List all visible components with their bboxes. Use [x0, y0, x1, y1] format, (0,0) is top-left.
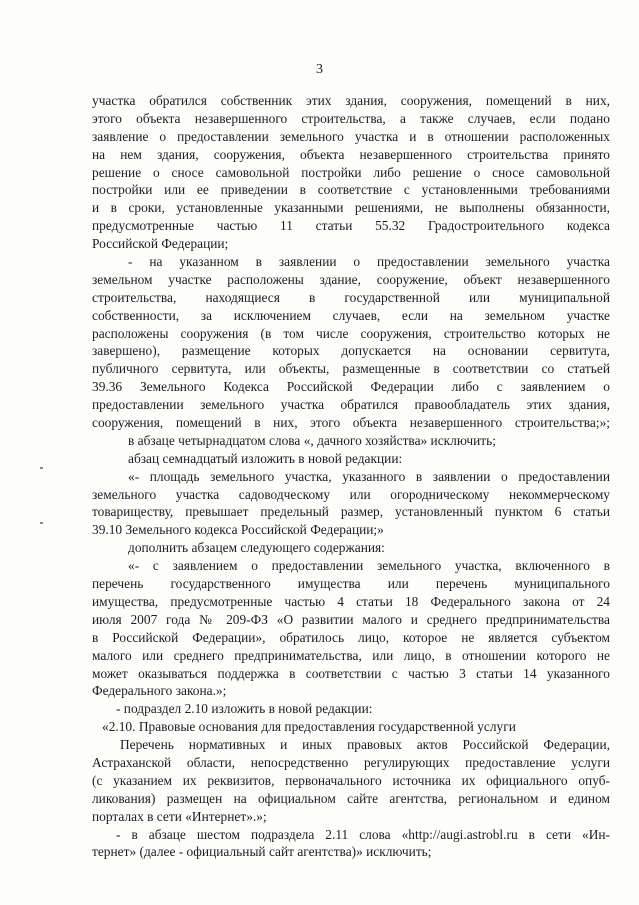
- scan-mark: [40, 467, 43, 469]
- text-line: - на указанном в заявлении о предоставлении земельного участка: [128, 254, 610, 270]
- text-line: 39.36 Земельного Кодекса Российской Федерации либо с заявлением о: [92, 379, 610, 395]
- text-line: собственности, за исключением случаев, если на земельном участке: [92, 307, 610, 323]
- text-line: предоставлении земельного участка обратился правообладатель этих здания,: [92, 397, 610, 413]
- text-line: малого или среднего предпринимательства, или лицо, в отношении которого не: [92, 647, 610, 663]
- text-line: этого объекта незавершенного строительства, а также случаев, если подано: [92, 110, 610, 126]
- text-line: порталах в сети «Интернет».»;: [92, 808, 267, 824]
- text-line: решение о сносе самовольной постройки либо решение о сносе самовольной: [92, 164, 610, 180]
- text-line: 39.10 Земельного кодекса Российской Федерации;»: [92, 522, 384, 538]
- text-line: на нем здания, сооружения, объекта незавершенного строительства принято: [92, 146, 610, 162]
- text-line: и в сроки, установленные указанными решениями, не выполнены обязанности,: [92, 200, 610, 216]
- text-line: «2.10. Правовые основания для предоставления государственной услуги: [102, 719, 516, 735]
- page-number: 3: [316, 62, 323, 77]
- text-line: может оказываться поддержка в соответствии с частью 3 статьи 14 указанного: [92, 665, 610, 681]
- text-line: имущества, предусмотренные частью 4 статьи 18 Федерального закона от 24: [92, 593, 610, 609]
- text-line: строительства, находящиеся в государственной или муниципальной: [92, 289, 610, 305]
- text-line: расположены сооружения (в том числе сооружения, строительство которых не: [92, 325, 610, 341]
- text-line: - подраздел 2.10 изложить в новой редакции:: [116, 701, 373, 717]
- text-line: земельном участке расположены здание, сооружение, объект незавершенного: [92, 271, 610, 287]
- text-line: «- с заявлением о предоставлении земельного участка, включенного в: [128, 558, 610, 574]
- text-line: заявление о предоставлении земельного участка и в отношении расположенных: [92, 128, 610, 144]
- text-line: предусмотренные частью 11 статьи 55.32 Градостроительного кодекса: [92, 218, 610, 234]
- text-line: дополнить абзацем следующего содержания:: [128, 540, 385, 556]
- text-line: Перечень нормативных и иных правовых актов Российской Федерации,: [120, 737, 610, 753]
- text-line: земельного участка садоводческому или огородническому некоммерческому: [92, 486, 610, 502]
- text-line: Российской Федерации;: [92, 236, 229, 252]
- text-line: перечень государственного имущества или перечень муниципального: [92, 576, 610, 592]
- text-line: завершено), размещение которых допускается на основании сервитута,: [92, 343, 610, 359]
- text-line: в Российской Федерации», обратилось лицо, которое не является субъектом: [92, 629, 610, 645]
- text-line: в абзаце четырнадцатом слова «, дачного хозяйства» исключить;: [128, 432, 496, 448]
- text-line: Астраханской области, непосредственно регулирующих предоставление услуги: [92, 754, 610, 770]
- text-line: участка обратился собственник этих здания, сооружения, помещений в них,: [92, 93, 610, 108]
- text-line: тернет» (далее - официальный сайт агентства)» исключить;: [92, 844, 432, 860]
- scan-mark: [40, 522, 43, 524]
- text-line: абзац семнадцатый изложить в новой редакции:: [128, 450, 403, 466]
- text-line: (с указанием их реквизитов, первоначального источника их официального опуб-: [92, 772, 610, 788]
- text-line: июля 2007 года № 209-ФЗ «О развитии малого и среднего предпринимательства: [92, 611, 610, 627]
- document-body: [92, 92, 610, 861]
- text-line: сооружения, помещений в них, этого объекта незавершенного строительства;»;: [92, 415, 610, 431]
- text-line: Федерального закона.»;: [92, 683, 227, 699]
- text-line: товариществу, превышает предельный размер, установленный пунктом 6 статьи: [92, 504, 610, 520]
- text-line: публичного сервитута, или объекты, размещенные в соответствии со статьей: [92, 361, 610, 377]
- text-line: «- площадь земельного участка, указанного в заявлении о предоставлении: [128, 468, 610, 484]
- text-line: - в абзаце шестом подраздела 2.11 слова «http://augi.astrobl.ru в сети «Ин-: [116, 826, 610, 842]
- text-line: постройки или ее приведении в соответствие с установленными требованиями: [92, 182, 610, 198]
- text-line: ликования) размещен на официальном сайте агентства, региональном и едином: [92, 790, 610, 806]
